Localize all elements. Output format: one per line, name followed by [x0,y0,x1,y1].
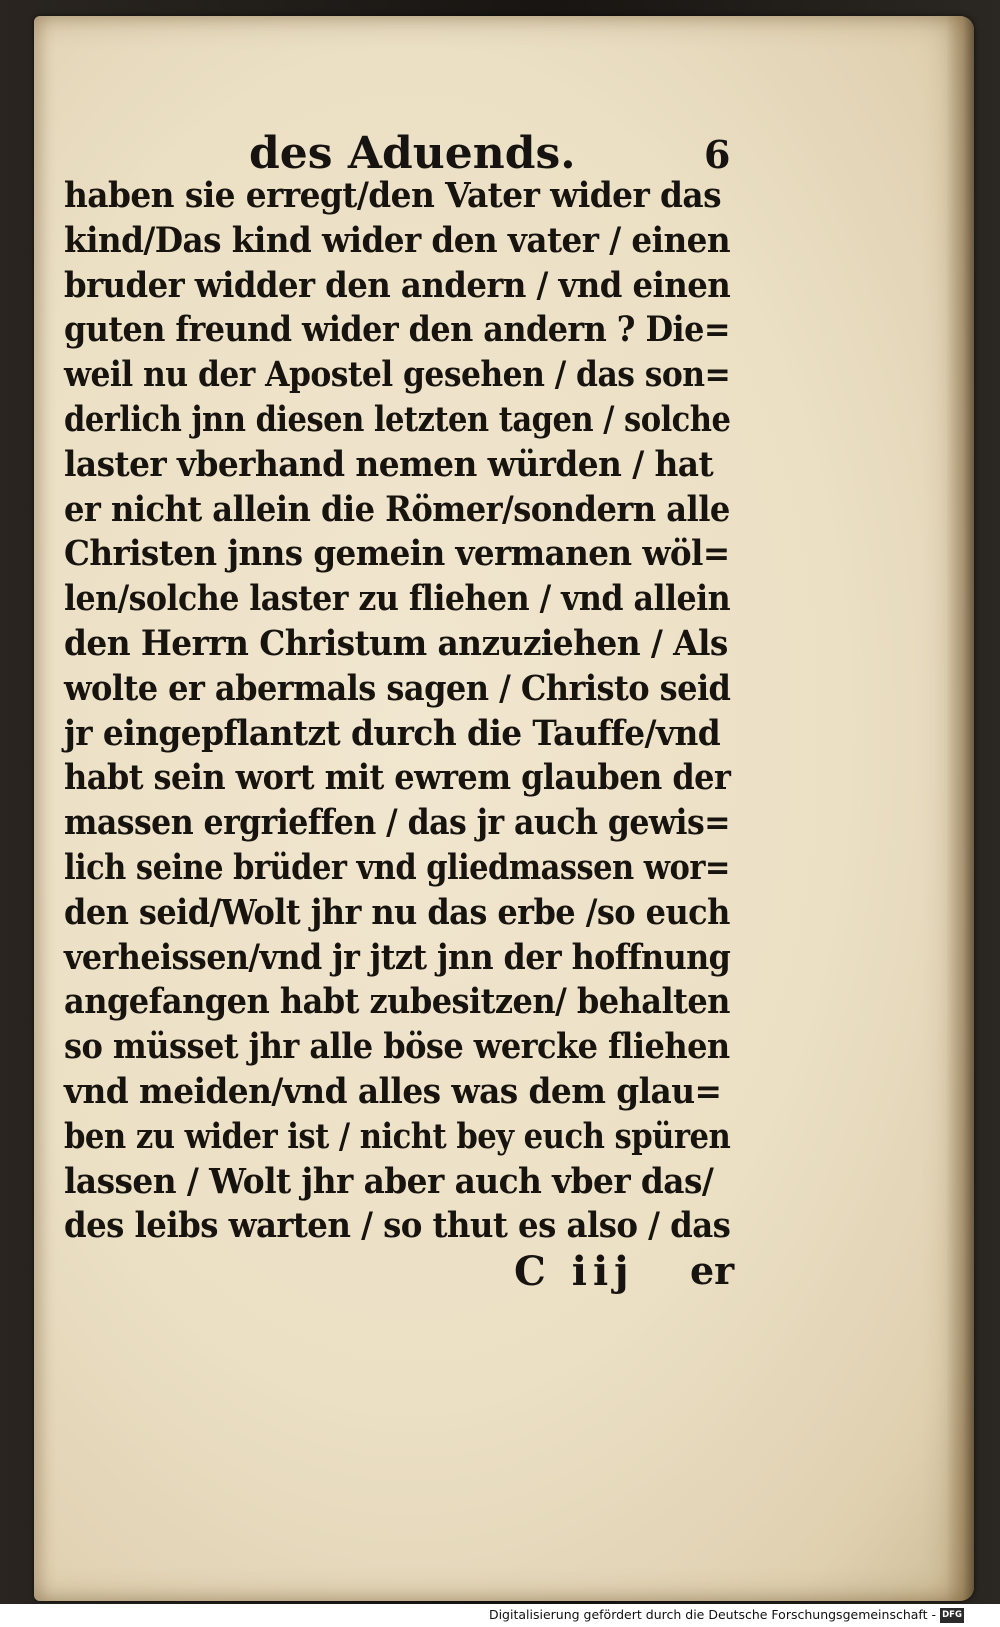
running-head-title: des Aduends. [249,128,576,179]
text-line: derlich jnn diesen letzten tagen / solche [64,399,731,440]
page-edge-shadow [946,16,974,1601]
text-line: laster vberhand nemen würden / hat [64,444,714,485]
text-line: er nicht allein die Römer/sondern alle [64,489,730,530]
signature-mark: C iij [514,1248,635,1295]
text-line: verheissen/vnd jr jtzt jnn der hoffnung [64,937,731,978]
text-line: lich seine brüder vnd gliedmassen wor= [64,847,730,888]
text-line: weil nu der Apostel gesehen / das son= [64,355,731,396]
digitization-credit-bar [0,1604,1000,1627]
text-line: vnd meiden/vnd alles was dem glau= [64,1071,722,1112]
catchword: er [690,1248,735,1293]
text-line: wolte er abermals sagen / Christo seid [64,668,731,709]
text-line: habt sein wort mit ewrem glauben der [64,758,731,799]
book-page [34,16,974,1601]
dfg-logo-icon: DFG [940,1608,964,1623]
text-line: haben sie erregt/den Vater wider das [64,176,722,216]
catchline [34,1248,974,1308]
text-line: massen ergrieffen / das jr auch gewis= [64,803,731,844]
text-line: Christen jnns gemein vermanen wöl= [64,534,730,575]
text-line: angefangen habt zubesitzen/ behalten [64,982,730,1023]
text-line: des leibs warten / so thut es also / das [64,1206,731,1247]
text-line: ben zu wider ist / nicht bey euch spüren [64,1116,731,1157]
text-line: lassen / Wolt jhr aber auch vber das/ [64,1161,714,1202]
text-line: den Herrn Christum anzuziehen / Als [64,623,728,664]
text-line: jr eingepflantzt durch die Tauffe/vnd [64,713,721,754]
page-number: 6 [704,132,731,177]
text-line: guten freund wider den andern ? Die= [64,310,730,351]
text-line: so müsset jhr alle böse wercke fliehen [64,1027,730,1068]
text-line: bruder widder den andern / vnd einen [64,265,731,306]
digitization-credit: Digitalisierung gefördert durch die Deutsche Forschungsgemeinschaft - [488,1607,936,1622]
text-line: len/solche laster zu fliehen / vnd allein [64,579,731,620]
body-text [64,174,764,1249]
text-line: kind/Das kind wider den vater / einen [64,220,731,261]
text-line: den seid/Wolt jhr nu das erbe /so euch [64,892,730,933]
